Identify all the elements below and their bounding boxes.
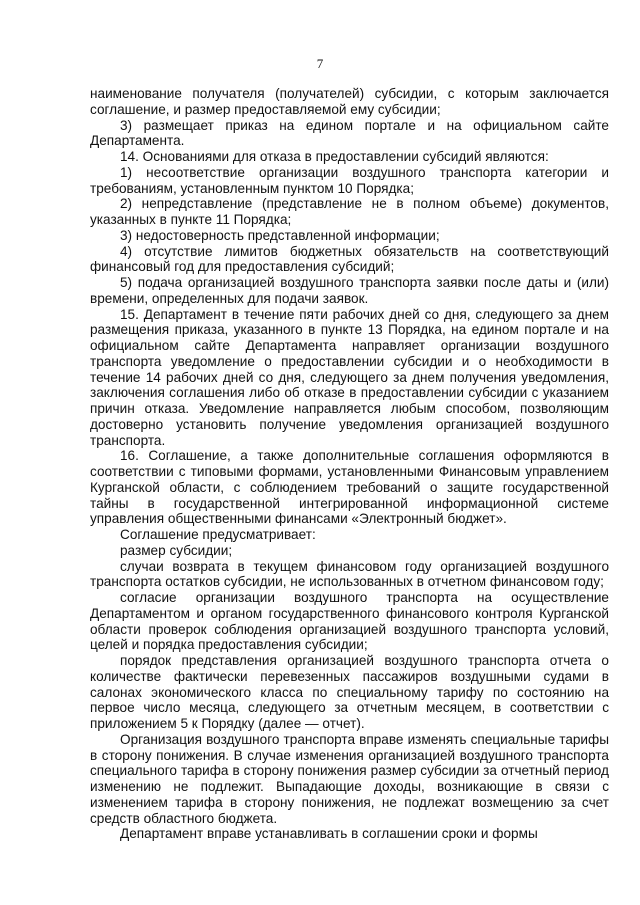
paragraph-subsidy-amount: размер субсидии;: [120, 542, 233, 558]
paragraph-14-1: 1) несоответствие организации воздушного транспорта категории и требованиям, установленным пунктом 10 Порядка;: [90, 164, 609, 196]
paragraph-14-5: 5) подача организацией воздушного транспорта заявки после даты и (или) времени, определенных для подачи заявок.: [90, 275, 609, 306]
paragraph-report-procedure: порядок представления организацией воздушного транспорта отчета о количестве фактически перевезенных пассажиров воздушными судами в салонах экономического класса по специальному тарифу по состоянию на первое число месяца, следующего за отчетным месяцем, в соответствии с приложением 5 к Порядку (далее — отчет).: [90, 653, 609, 731]
page-number: 7: [316, 56, 324, 71]
paragraph-tariff-changes: Организация воздушного транспорта вправе изменять специальные тарифы в сторону понижения. В случае изменения организацией воздушного транспорта специального тарифа в сторону понижения размер субсидии за отчетный период изменению не подлежит. Выпадающие доходы, возникающие в связи с изменением тарифа в сторону понижения, не подлежат возмещению за счет средств областного бюджета.: [90, 731, 609, 826]
paragraph-agreement-provides: Соглашение предусматривает:: [120, 527, 316, 542]
paragraph-return-cases: случаи возврата в текущем финансовом году организацией воздушного транспорта остатков субсидии, не использованных в отчетном финансовом году;: [90, 558, 609, 590]
paragraph-recipient-name: наименование получателя (получателей) субсидии, с которым заключается соглашение, и размер предоставляемой ему субсидии;: [90, 86, 609, 117]
paragraph-14-3: 3) недостоверность представленной информации;: [120, 227, 440, 243]
paragraph-14: 14. Основаниями для отказа в предоставлении субсидий являются:: [120, 149, 549, 164]
paragraph-inspection-consent: согласие организации воздушного транспорта на осуществление Департаментом и органом государственного финансового контроля Курганской области проверок соблюдения организацией воздушного транспорта условий, целей и порядка предоставления субсидии;: [90, 590, 609, 653]
paragraph-department-terms: Департамент вправе устанавливать в соглашении сроки и формы: [120, 826, 538, 842]
paragraph-14-4: 4) отсутствие лимитов бюджетных обязательств на соответствующий финансовый год для предоставления субсидий;: [90, 243, 609, 275]
paragraph-15: 15. Департамент в течение пяти рабочих дней со дня, следующего за днем размещения приказа, указанного в пункте 13 Порядка, на едином портале и на официальном сайте Департамента направляет организации воздушного транспорта уведомление о предоставлении субсидии и о необходимости в течение 14 рабочих дней со дня, следующего за днем получения уведомления, заключения соглашения либо об отказе в предоставлении субсидии с указанием причин отказа. Уведомление направляется любым способом, позволяющим достоверно установить получение уведомления организацией воздушного транспорта.: [90, 306, 609, 448]
paragraph-13-3: 3) размещает приказ на едином портале и на официальном сайте Департамента.: [90, 117, 609, 149]
paragraph-16: 16. Соглашение, а также дополнительные соглашения оформляются в соответствии с типовыми формами, установленными Финансовым управлением Курганской области, с соблюдением требований о защите государственной тайны в государственной интегрированной информационной системе управления общественными финансами «Электронный бюджет».: [90, 448, 609, 527]
paragraph-14-2: 2) непредставление (представление не в полном объеме) документов, указанных в пункте 11 Порядка;: [90, 196, 609, 227]
document-body: [90, 86, 609, 842]
